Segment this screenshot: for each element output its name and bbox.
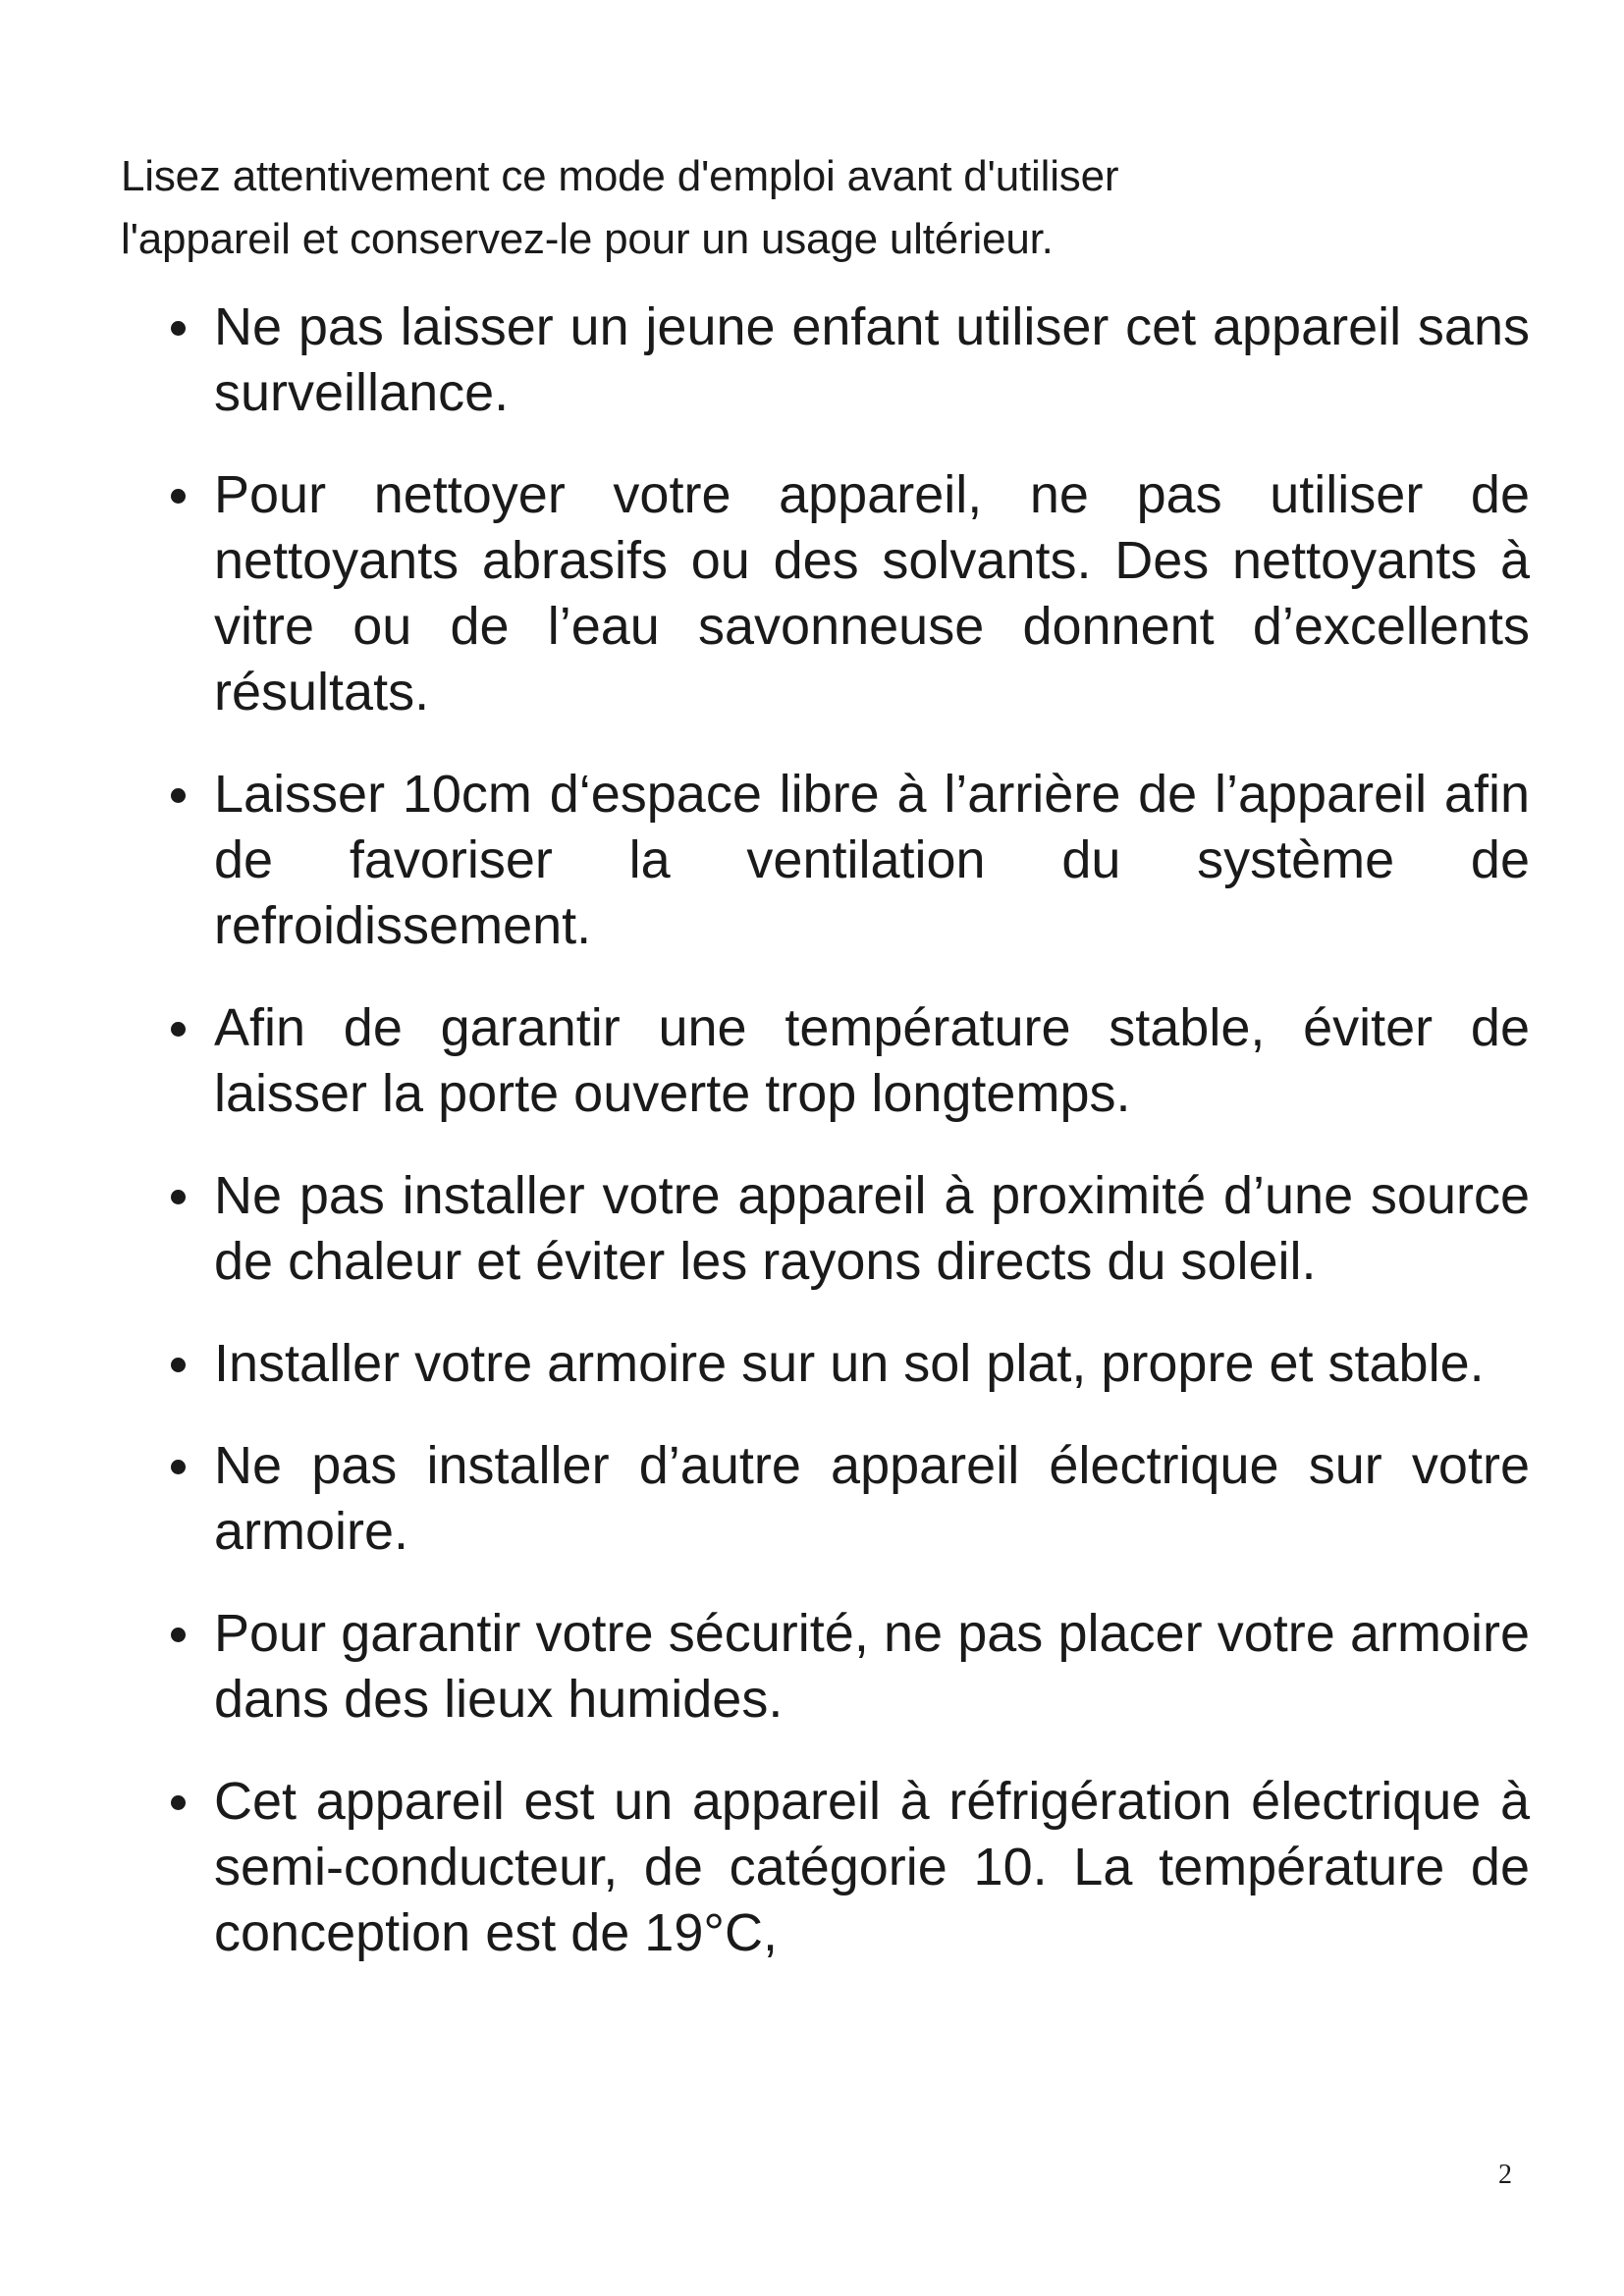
list-item: [165, 462, 1530, 725]
list-item: [165, 1601, 1530, 1733]
list-item: [165, 1769, 1530, 1966]
list-item-text: Ne pas installer d’autre appareil électrique sur votre armoire.: [214, 1436, 1530, 1561]
list-item: [165, 995, 1530, 1127]
list-item: [165, 762, 1530, 959]
list-item-text: Pour nettoyer votre appareil, ne pas utiliser de nettoyants abrasifs ou des solvants. Des nettoyants à vitre ou de l’eau savonneuse donnent d’excellents résultats.: [214, 465, 1530, 721]
list-item-text: Cet appareil est un appareil à réfrigération électrique à semi-conducteur, de catégorie 10. La température de conception est de 19°C,: [214, 1772, 1530, 1962]
list-item: [165, 1163, 1530, 1295]
bullet-icon: [171, 788, 186, 803]
bullet-icon: [171, 1190, 186, 1204]
list-item-text: Afin de garantir une température stable, éviter de laisser la porte ouverte trop longtemps.: [214, 998, 1530, 1123]
intro-paragraph: [121, 145, 1348, 271]
page-number: 2: [1498, 2160, 1512, 2190]
bullet-icon: [171, 1795, 186, 1810]
bullet-icon: [171, 1358, 186, 1372]
list-item-text: Installer votre armoire sur un sol plat, propre et stable.: [214, 1334, 1485, 1393]
list-item: [165, 1433, 1530, 1565]
list-item-text: Ne pas installer votre appareil à proximité d’une source de chaleur et éviter les rayons directs du soleil.: [214, 1166, 1530, 1291]
list-item-text: Laisser 10cm d‘espace libre à l’arrière de l’appareil afin de favoriser la ventilation du système de refroidissement.: [214, 765, 1530, 955]
list-item: [165, 294, 1530, 426]
bullet-icon: [171, 489, 186, 504]
bullet-icon: [171, 1460, 186, 1474]
list-item-text: Ne pas laisser un jeune enfant utiliser cet appareil sans surveillance.: [214, 297, 1530, 422]
safety-instructions-list: [165, 294, 1530, 1966]
bullet-icon: [171, 1628, 186, 1642]
bullet-icon: [171, 1022, 186, 1037]
list-item: [165, 1331, 1530, 1397]
intro-line-2: l'appareil et conservez-le pour un usage ultérieur.: [121, 215, 1054, 263]
list-item-text: Pour garantir votre sécurité, ne pas placer votre armoire dans des lieux humides.: [214, 1604, 1530, 1729]
intro-line-1: Lisez attentivement ce mode d'emploi avant d'utiliser: [121, 152, 1119, 200]
bullet-icon: [171, 321, 186, 336]
